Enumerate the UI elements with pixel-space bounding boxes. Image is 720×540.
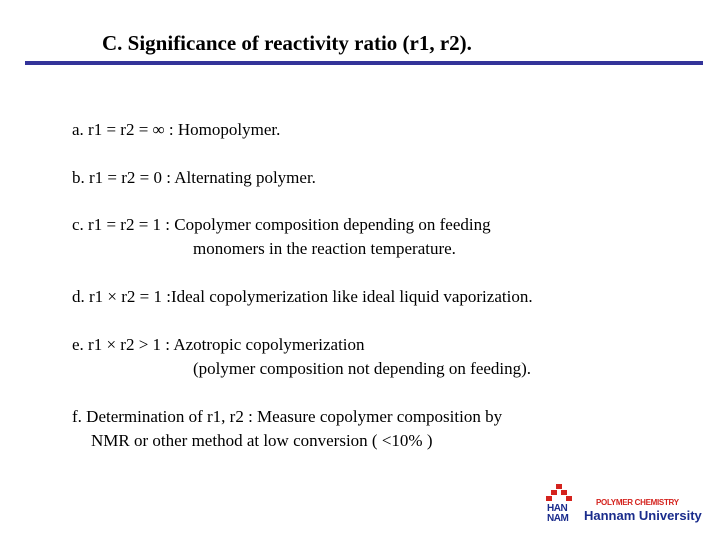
slide-title: C. Significance of reactivity ratio (r1, r2). [102, 31, 472, 55]
item-e [72, 333, 531, 381]
item-c [72, 213, 491, 261]
item-a-text: a. r1 = r2 = ∞ : Homopolymer. [72, 120, 281, 139]
item-f-line2: NMR or other method at low conversion ( <10% ) [91, 431, 433, 450]
item-c-line1: c. r1 = r2 = 1 : Copolymer composition depending on feeding [72, 215, 491, 234]
title-underline [25, 61, 703, 65]
item-a [72, 118, 280, 142]
item-f [72, 405, 502, 453]
item-b [72, 166, 316, 190]
item-c-line2: monomers in the reaction temperature. [193, 239, 456, 258]
item-d [72, 285, 533, 309]
hannam-logo [546, 484, 711, 526]
item-d-text: d. r1 × r2 = 1 :Ideal copolymerization like ideal liquid vaporization. [72, 287, 533, 306]
item-e-line2: (polymer composition not depending on feeding). [193, 359, 532, 378]
logo-university-name: Hannam University [584, 508, 702, 523]
logo-subtitle: POLYMER CHEMISTRY [596, 498, 679, 507]
item-b-text: b. r1 = r2 = 0 : Alternating polymer. [72, 168, 316, 187]
logo-han-text: HAN [547, 503, 568, 514]
item-e-line1: e. r1 × r2 > 1 : Azotropic copolymerization [72, 335, 365, 354]
item-f-line1: f. Determination of r1, r2 : Measure copolymer composition by [72, 407, 503, 426]
logo-nam-text: NAM [547, 513, 569, 524]
